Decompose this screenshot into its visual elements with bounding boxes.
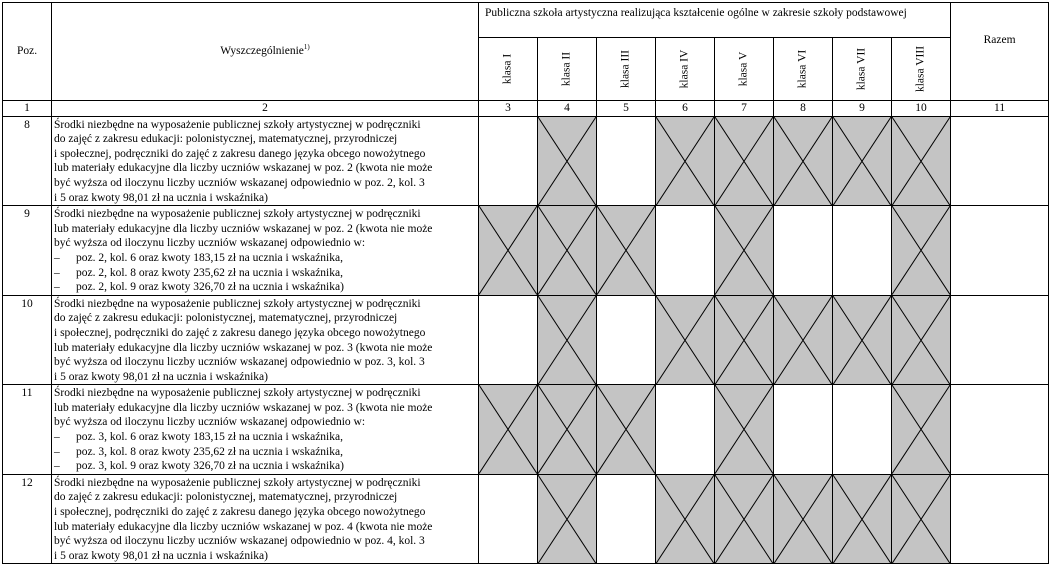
table-row: [3, 206, 1049, 296]
description-dash-item: – poz. 3, kol. 9 oraz kwoty 326,70 zł na ucznia i wskaźnika): [54, 459, 476, 474]
class-header-label: klasa VIII: [914, 45, 927, 93]
description-line: Środki niezbędne na wyposażenie publicznej szkoły artystycznej w podręczniki: [54, 476, 421, 489]
description-line: być wyższa od iloczynu liczby uczniów wskazanej odpowiednio w poz. 3, kol. 3: [54, 356, 425, 369]
description-dash-item: – poz. 2, kol. 8 oraz kwoty 235,62 zł na ucznia i wskaźnika,: [54, 266, 476, 281]
cross-mark: [538, 117, 596, 206]
header-razem: Razem: [951, 3, 1049, 101]
class-header-label: klasa V: [737, 51, 750, 87]
description-line: lub materiały edukacyjne dla liczby uczniów wskazanej w poz. 3 (kwota nie może: [54, 341, 433, 354]
cross-mark: [892, 475, 950, 564]
razem-cell[interactable]: [951, 474, 1049, 564]
class-header-7: [833, 38, 892, 101]
row-description: [52, 116, 479, 206]
crossed-cell: [656, 116, 715, 206]
cross-mark: [833, 117, 891, 206]
crossed-cell: [538, 116, 597, 206]
value-cell[interactable]: [479, 474, 538, 564]
description-line: i 5 oraz kwoty 98,01 zł na ucznia i wskaźnika): [54, 191, 268, 204]
column-number: 2: [52, 101, 479, 117]
description-line: lub materiały edukacyjne dla liczby uczniów wskazanej w poz. 3 (kwota nie może: [54, 401, 433, 414]
crossed-cell: [892, 295, 951, 385]
description-line: lub materiały edukacyjne dla liczby uczniów wskazanej w poz. 2 (kwota nie może: [54, 162, 433, 175]
description-line: i społecznej, podręczniki do zajęć z zakresu danego języka obcego nowożytnego: [54, 326, 426, 339]
cross-mark: [538, 475, 596, 564]
description-dash-item: – poz. 3, kol. 8 oraz kwoty 235,62 zł na ucznia i wskaźnika,: [54, 445, 476, 460]
description-line: być wyższa od iloczynu liczby uczniów wskazanej odpowiednio w:: [54, 237, 366, 250]
value-cell[interactable]: [597, 295, 656, 385]
header-wyszczegolnienie: [52, 3, 479, 101]
crossed-cell: [774, 116, 833, 206]
description-line: być wyższa od iloczynu liczby uczniów wskazanej odpowiednio w poz. 4, kol. 3: [54, 535, 425, 548]
crossed-cell: [715, 116, 774, 206]
cross-mark: [656, 296, 714, 385]
crossed-cell: [774, 474, 833, 564]
column-number: 4: [538, 101, 597, 117]
value-cell[interactable]: [833, 385, 892, 475]
cross-mark: [715, 117, 773, 206]
cross-mark: [538, 296, 596, 385]
description-dash-item: – poz. 3, kol. 6 oraz kwoty 183,15 zł na ucznia i wskaźnika,: [54, 430, 476, 445]
header-wyszczegolnienie-label: Wyszczególnienie: [220, 45, 304, 58]
crossed-cell: [597, 385, 656, 475]
cross-mark: [833, 296, 891, 385]
cross-mark: [538, 385, 596, 474]
razem-cell[interactable]: [951, 295, 1049, 385]
value-cell[interactable]: [597, 116, 656, 206]
description-line: i społecznej, podręczniki do zajęć z zakresu danego języka obcego nowożytnego: [54, 506, 426, 519]
class-header-8: [892, 38, 951, 101]
header-group-title: Publiczna szkoła artystyczna realizująca kształcenie ogólne w zakresie szkoły podstawowej: [479, 3, 951, 38]
class-header-label: klasa VII: [855, 47, 868, 91]
cross-mark: [892, 296, 950, 385]
description-line: lub materiały edukacyjne dla liczby uczniów wskazanej w poz. 2 (kwota nie może: [54, 222, 433, 235]
description-line: i 5 oraz kwoty 98,01 zł na ucznia i wskaźnika): [54, 549, 268, 562]
description-line: do zajęć z zakresu edukacji: polonistycznej, matematycznej, przyrodniczej: [54, 312, 398, 325]
budget-table: [2, 2, 1049, 564]
row-number: 10: [3, 295, 52, 385]
cross-mark: [774, 475, 832, 564]
row-description: [52, 295, 479, 385]
crossed-cell: [833, 116, 892, 206]
column-number: 7: [715, 101, 774, 117]
crossed-cell: [479, 385, 538, 475]
value-cell[interactable]: [597, 474, 656, 564]
description-line: Środki niezbędne na wyposażenie publicznej szkoły artystycznej w podręczniki: [54, 208, 421, 221]
cross-mark: [715, 385, 773, 474]
column-number: 9: [833, 101, 892, 117]
class-header-label: klasa VI: [796, 49, 809, 89]
class-header-6: [774, 38, 833, 101]
class-header-label: klasa III: [619, 50, 632, 88]
description-line: do zajęć z zakresu edukacji: polonistycznej, matematycznej, przyrodniczej: [54, 133, 398, 146]
description-dash-item: – poz. 2, kol. 9 oraz kwoty 326,70 zł na ucznia i wskaźnika): [54, 280, 476, 295]
crossed-cell: [892, 116, 951, 206]
class-header-label: klasa II: [560, 51, 573, 87]
description-line: do zajęć z zakresu edukacji: polonistycznej, matematycznej, przyrodniczej: [54, 491, 398, 504]
cross-mark: [715, 475, 773, 564]
row-description: [52, 206, 479, 296]
cross-mark: [774, 117, 832, 206]
cross-mark: [656, 117, 714, 206]
crossed-cell: [715, 206, 774, 296]
razem-cell[interactable]: [951, 206, 1049, 296]
value-cell[interactable]: [479, 116, 538, 206]
crossed-cell: [656, 474, 715, 564]
row-number: 11: [3, 385, 52, 475]
crossed-cell: [538, 295, 597, 385]
cross-mark: [774, 296, 832, 385]
crossed-cell: [774, 295, 833, 385]
cross-mark: [597, 385, 655, 474]
table-row: [3, 385, 1049, 475]
description-line: Środki niezbędne na wyposażenie publicznej szkoły artystycznej w podręczniki: [54, 118, 421, 131]
value-cell[interactable]: [774, 206, 833, 296]
column-number: 11: [951, 101, 1049, 117]
value-cell[interactable]: [774, 385, 833, 475]
crossed-cell: [538, 474, 597, 564]
crossed-cell: [479, 206, 538, 296]
class-header-5: [715, 38, 774, 101]
crossed-cell: [656, 295, 715, 385]
column-number: 5: [597, 101, 656, 117]
description-dash-item: – poz. 2, kol. 6 oraz kwoty 183,15 zł na ucznia i wskaźnika,: [54, 251, 476, 266]
column-number: 8: [774, 101, 833, 117]
value-cell[interactable]: [479, 295, 538, 385]
description-line: i społecznej, podręczniki do zajęć z zakresu danego języka obcego nowożytnego: [54, 147, 426, 160]
row-number: 12: [3, 474, 52, 564]
table-row: [3, 295, 1049, 385]
description-line: być wyższa od iloczynu liczby uczniów wskazanej odpowiednio w poz. 2, kol. 3: [54, 176, 425, 189]
cross-mark: [597, 206, 655, 295]
table-row: [3, 474, 1049, 564]
value-cell[interactable]: [656, 385, 715, 475]
cross-mark: [715, 296, 773, 385]
description-line: lub materiały edukacyjne dla liczby uczniów wskazanej w poz. 4 (kwota nie może: [54, 520, 433, 533]
razem-cell[interactable]: [951, 385, 1049, 475]
description-line: Środki niezbędne na wyposażenie publicznej szkoły artystycznej w podręczniki: [54, 387, 421, 400]
class-header-label: klasa I: [501, 53, 514, 85]
table-row: [3, 116, 1049, 206]
header-poz: Poz.: [3, 3, 52, 101]
crossed-cell: [715, 295, 774, 385]
cross-mark: [538, 206, 596, 295]
crossed-cell: [892, 206, 951, 296]
crossed-cell: [833, 474, 892, 564]
description-line: Środki niezbędne na wyposażenie publicznej szkoły artystycznej w podręczniki: [54, 297, 421, 310]
class-header-1: [479, 38, 538, 101]
cross-mark: [892, 385, 950, 474]
footnote-ref: 1): [303, 43, 310, 52]
column-number: 1: [3, 101, 52, 117]
value-cell[interactable]: [833, 206, 892, 296]
crossed-cell: [715, 385, 774, 475]
crossed-cell: [833, 295, 892, 385]
column-number-row: [3, 101, 1049, 117]
cross-mark: [656, 475, 714, 564]
cross-mark: [479, 385, 537, 474]
class-header-2: [538, 38, 597, 101]
class-header-3: [597, 38, 656, 101]
description-line: i 5 oraz kwoty 98,01 zł na ucznia i wskaźnika): [54, 370, 268, 383]
cross-mark: [715, 206, 773, 295]
column-number: 6: [656, 101, 715, 117]
crossed-cell: [597, 206, 656, 296]
row-description: [52, 474, 479, 564]
header-row: [3, 3, 1049, 38]
cross-mark: [479, 206, 537, 295]
value-cell[interactable]: [656, 206, 715, 296]
row-number: 8: [3, 116, 52, 206]
crossed-cell: [892, 474, 951, 564]
crossed-cell: [538, 385, 597, 475]
class-header-4: [656, 38, 715, 101]
row-number: 9: [3, 206, 52, 296]
description-line: być wyższa od iloczynu liczby uczniów wskazanej odpowiednio w:: [54, 416, 366, 429]
row-description: [52, 385, 479, 475]
class-header-label: klasa IV: [678, 49, 691, 89]
crossed-cell: [715, 474, 774, 564]
crossed-cell: [538, 206, 597, 296]
cross-mark: [892, 206, 950, 295]
crossed-cell: [892, 385, 951, 475]
column-number: 3: [479, 101, 538, 117]
cross-mark: [892, 117, 950, 206]
razem-cell[interactable]: [951, 116, 1049, 206]
table-body: [3, 116, 1049, 564]
column-number: 10: [892, 101, 951, 117]
cross-mark: [833, 475, 891, 564]
